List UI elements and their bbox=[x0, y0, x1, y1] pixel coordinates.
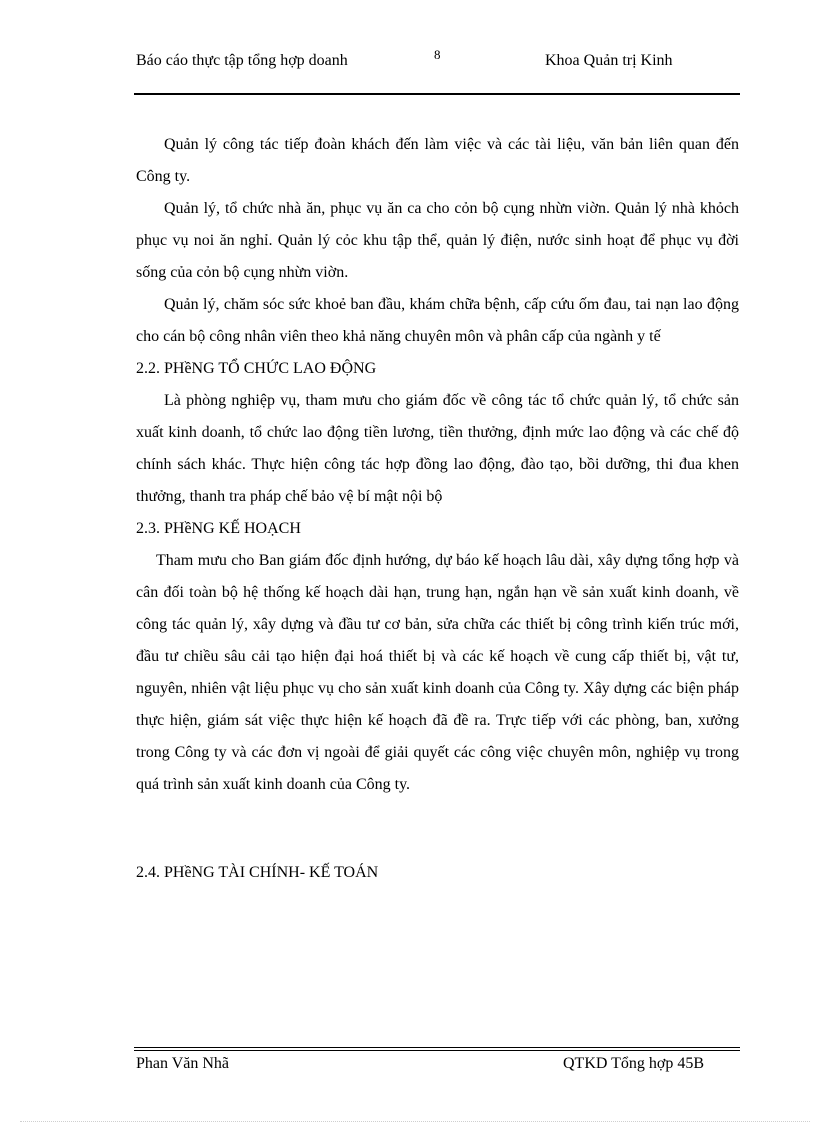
paragraph-planning: Tham mưu cho Ban giám đốc định hướng, dự báo kế hoạch lâu dài, xây dựng tổng hợp và cân đối toàn bộ hệ thống kế hoạch dài hạn, trung hạn, ngắn hạn về sản xuất kinh doanh, về công tác quản lý, xây dựng và đầu tư cơ bản, sửa chữa các thiết bị công trình kiến trúc mới, đầu tư chiều sâu cải tạo hiện đại hoá thiết bị và các kế hoạch về cung cấp thiết bị, vật tư, nguyên, nhiên vật liệu phục vụ cho sản xuất kinh doanh của Công ty. Xây dựng các biện pháp thực hiện, giám sát việc thực hiện kế hoạch đã đề ra. Trực tiếp với các phòng, ban, xưởng trong Công ty và các đơn vị ngoài để giải quyết các công việc chuyên môn, nghiệp vụ trong quá trình sản xuất kinh doanh của Công ty. bbox=[136, 552, 739, 793]
document-body bbox=[136, 129, 739, 889]
blank-space bbox=[136, 801, 739, 857]
footer-divider-bottom bbox=[134, 1050, 740, 1051]
section-heading-2-4: 2.4. PHềNG TÀI CHÍNH- KẾ TOÁN bbox=[136, 864, 379, 881]
paragraph-reception: Quản lý công tác tiếp đoàn khách đến làm việc và các tài liệu, văn bản liên quan đến Công ty. bbox=[136, 136, 739, 185]
footer-divider-top bbox=[134, 1047, 740, 1048]
header-faculty: Khoa Quản trị Kinh bbox=[545, 52, 673, 69]
footer-class: QTKD Tổng hợp 45B bbox=[563, 1055, 705, 1072]
paragraph-labor-org: Là phòng nghiệp vụ, tham mưu cho giám đốc về công tác tổ chức quản lý, tổ chức sản xuất kinh doanh, tổ chức lao động tiền lương, tiền thưởng, định mức lao động và các chế độ chính sách khác. Thực hiện công tác hợp đồng lao động, đào tạo, bồi dưỡng, thi đua khen thưởng, thanh tra pháp chế bảo vệ bí mật nội bộ bbox=[136, 392, 739, 505]
section-heading-2-2: 2.2. PHềNG TỔ CHỨC LAO ĐỘNG bbox=[136, 360, 377, 377]
header-divider bbox=[134, 93, 740, 95]
header-report-title: Báo cáo thực tập tổng hợp doanh bbox=[136, 52, 348, 69]
page-bottom-edge bbox=[20, 1121, 810, 1122]
footer-author: Phan Văn Nhã bbox=[136, 1055, 230, 1072]
paragraph-canteen: Quản lý, tổ chức nhà ăn, phục vụ ăn ca cho cỏn bộ cụng nhừn viờn. Quản lý nhà khỏch phục vụ noi ăn nghỉ. Quản lý cỏc khu tập thể, quản lý điện, nước sinh hoạt để phục vụ đời sống của cỏn bộ cụng nhừn viờn. bbox=[136, 200, 739, 281]
page-number: 8 bbox=[434, 47, 441, 62]
section-heading-2-3: 2.3. PHềNG KẾ HOẠCH bbox=[136, 520, 301, 537]
paragraph-healthcare: Quản lý, chăm sóc sức khoẻ ban đầu, khám chữa bệnh, cấp cứu ốm đau, tai nạn lao động cho cán bộ công nhân viên theo khả năng chuyên môn và phân cấp của ngành y tế bbox=[136, 296, 739, 345]
